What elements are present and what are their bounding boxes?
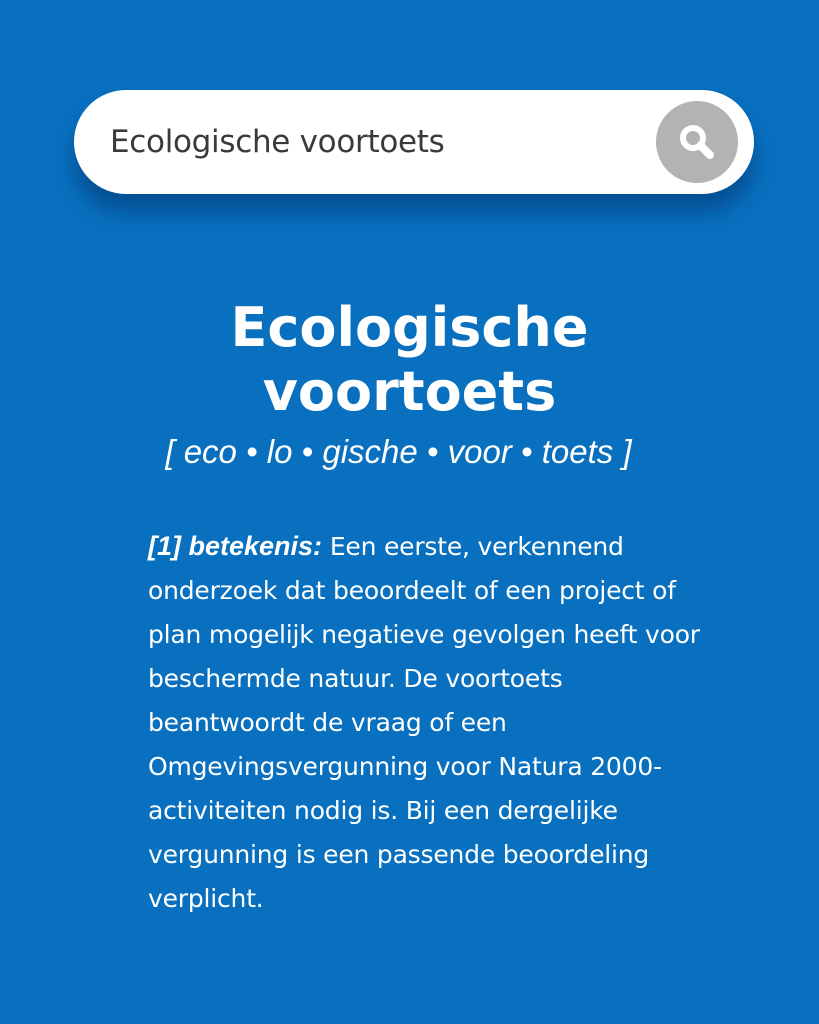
title-line-1: Ecologische [230,296,589,359]
definition [148,524,708,921]
search-input[interactable]: Ecologische voortoets [110,124,445,160]
search-icon [677,122,717,162]
definition-label: [1] betekenis: [148,531,323,561]
title-line-2: voortoets [262,360,557,423]
definition-text: Een eerste, verkennend onderzoek dat beoordeelt of een project of plan mogelijk negatieve gevolgen heeft voor beschermde natuur. De voortoets beantwoordt de vraag of een Omgevingsvergunning voor Natura 2000-activiteiten nodig is. Bij een dergelijke vergunning is een passende beoordeling verplicht. [148,532,700,913]
pronunciation: [ eco • lo • gische • voor • toets ] [165,433,632,470]
search-bar[interactable] [74,90,754,194]
search-button[interactable] [656,101,738,183]
page-title [0,296,819,424]
